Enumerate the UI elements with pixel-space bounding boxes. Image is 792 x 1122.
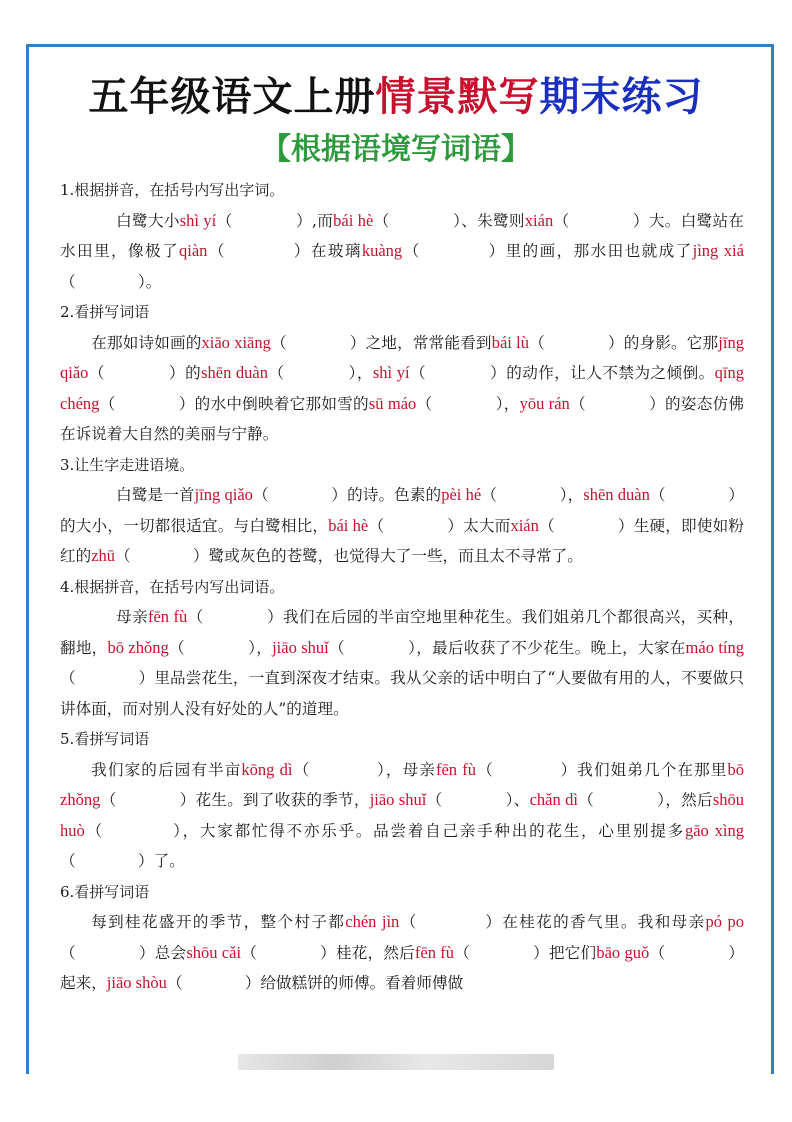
section-3-heading: 3.让生字走进语境。 <box>60 455 195 474</box>
pinyin-prompt: shēn duàn <box>201 363 268 382</box>
pinyin-prompt: shì yí <box>179 210 217 230</box>
pinyin-prompt: jiāo shuǐ <box>272 637 329 657</box>
answer-blank[interactable]: （ ）给做糕饼的师傅。看着师傅做 <box>166 974 464 992</box>
answer-blank[interactable]: （ ）的 <box>88 364 202 382</box>
answer-blank[interactable]: （ ）。 <box>60 272 162 291</box>
pinyin-prompt: kōng dì <box>241 759 293 779</box>
pinyin-prompt: shōu huò <box>60 790 744 840</box>
section-4-heading: 4.根据拼音，在括号内写出词语。 <box>60 577 285 596</box>
answer-blank[interactable]: （ ）总会 <box>60 943 187 962</box>
text: 在那如诗如画的 <box>91 333 202 352</box>
answer-blank[interactable]: （ ）在桂花的香气里。我和母亲 <box>399 913 706 931</box>
pinyin-prompt: chén jìn <box>345 912 400 931</box>
pinyin-prompt: jīng qiǎo <box>60 332 744 382</box>
answer-blank[interactable]: （ ）起来， <box>60 943 744 992</box>
answer-blank[interactable]: （ ）生硬，即使如粉红的 <box>60 516 744 565</box>
answer-blank[interactable]: （ ）的姿态仿佛在诉说着大自然的美丽与宁静。 <box>60 394 744 443</box>
answer-blank[interactable]: （ ）的身影。它那 <box>529 333 719 352</box>
pinyin-prompt: zhū <box>91 546 116 565</box>
answer-blank[interactable]: （ ）， <box>168 638 273 657</box>
pinyin-prompt: bō zhǒng <box>107 637 169 657</box>
answer-blank[interactable]: （ ），母亲 <box>292 760 436 779</box>
text: 母亲 <box>116 608 148 626</box>
pinyin-prompt: xián <box>524 210 554 230</box>
pinyin-prompt: chǎn dì <box>529 790 578 809</box>
pinyin-prompt: máo tíng <box>685 637 744 657</box>
pinyin-prompt: xiāo xiāng <box>201 332 271 352</box>
answer-blank[interactable]: （ ），然后 <box>577 791 713 809</box>
pinyin-prompt: jīng qiǎo <box>194 485 253 504</box>
title-part-practice: 期末练习 <box>539 74 704 120</box>
section-3-text <box>60 480 744 572</box>
section-2-heading: 2.看拼写词语 <box>60 303 150 321</box>
pinyin-prompt: bái lù <box>491 332 529 352</box>
answer-blank[interactable]: （ ）之地，常常能看到 <box>270 333 492 352</box>
answer-blank[interactable]: （ ）， <box>481 486 584 504</box>
pinyin-prompt: yōu rán <box>519 393 570 413</box>
answer-blank[interactable]: （ ）里的画，那水田也就成了 <box>402 242 693 260</box>
pinyin-prompt: xián <box>510 515 539 535</box>
pinyin-prompt: sū máo <box>368 393 417 413</box>
section-6-heading: 6.看拼写词语 <box>60 882 150 901</box>
pinyin-prompt: pèi hé <box>441 485 482 504</box>
page-title <box>0 70 792 124</box>
answer-blank[interactable]: （ ）的大小，一切都很适宜。与白鹭相比， <box>60 486 744 535</box>
pinyin-prompt: shōu cǎi <box>186 942 242 962</box>
answer-blank[interactable]: （ ）太大而 <box>368 516 511 535</box>
answer-blank[interactable]: （ ）鹭或灰色的苍鹭，也觉得大了一些，而且太不寻常了。 <box>115 547 583 565</box>
section-1-text <box>60 206 744 298</box>
answer-blank[interactable]: （ ）， <box>268 364 373 382</box>
title-part-topic: 情景默写 <box>375 74 540 120</box>
pinyin-prompt: qiàn <box>179 241 208 260</box>
answer-blank[interactable]: （ ）了。 <box>60 852 185 870</box>
answer-blank[interactable]: （ ）我们姐弟几个在那里 <box>476 760 728 779</box>
answer-blank[interactable]: （ ）大。白鹭站在水田里，像极了 <box>60 211 744 260</box>
pinyin-prompt: pó po <box>705 912 744 931</box>
answer-blank[interactable]: （ ）的水中倒映着它那如雪的 <box>99 394 369 413</box>
page-footer-bar <box>238 1054 554 1070</box>
answer-blank[interactable]: （ ），大家都忙得不亦乐乎。品尝着自己亲手种出的花生，心里别提多 <box>84 821 685 840</box>
answer-blank[interactable]: （ ）在玻璃 <box>207 242 362 260</box>
pinyin-prompt: bō zhǒng <box>60 759 744 809</box>
text: 每到桂花盛开的季节，整个村子都 <box>91 913 346 931</box>
pinyin-prompt: bāo guǒ <box>596 942 650 962</box>
answer-blank[interactable]: （ ）桂花，然后 <box>241 943 415 962</box>
pinyin-prompt: fēn fù <box>147 607 188 626</box>
section-6-text <box>60 907 744 999</box>
answer-blank[interactable]: （ ），最后收获了不少花生。晚上，大家在 <box>328 638 686 657</box>
section-2-text <box>60 328 744 450</box>
section-5-heading: 5.看拼写词语 <box>60 730 150 748</box>
answer-blank[interactable]: （ ）、朱鹭则 <box>373 211 525 230</box>
section-5-text <box>60 755 744 877</box>
answer-blank[interactable]: （ ）,而 <box>216 211 334 230</box>
pinyin-prompt: bái hè <box>328 515 369 535</box>
answer-blank[interactable]: （ ）、 <box>426 791 530 809</box>
pinyin-prompt: gāo xìng <box>684 820 744 840</box>
pinyin-prompt: jìng xiá <box>692 241 744 260</box>
answer-blank[interactable]: （ ）花生。到了收获的季节， <box>100 791 370 809</box>
title-part-grade: 五年级语文上册 <box>88 74 376 120</box>
section-1-heading: 1.根据拼音，在括号内写出字词。 <box>60 181 285 199</box>
pinyin-prompt: shēn duàn <box>583 485 650 504</box>
pinyin-prompt: jiāo shòu <box>106 973 167 992</box>
pinyin-prompt: bái hè <box>333 210 374 230</box>
pinyin-prompt: jiāo shuǐ <box>369 790 427 809</box>
answer-blank[interactable]: （ ）的诗。色素的 <box>252 486 442 504</box>
pinyin-prompt: shì yí <box>372 363 410 382</box>
pinyin-prompt: kuàng <box>361 241 403 260</box>
text: 我们家的后园有半亩 <box>91 760 242 779</box>
answer-blank[interactable]: （ ）的动作，让人不禁为之倾倒。 <box>409 364 715 382</box>
page-subtitle: 【根据语境写词语】 <box>261 132 531 167</box>
pinyin-prompt: fēn fù <box>435 759 477 779</box>
section-4-text <box>60 602 744 724</box>
answer-blank[interactable]: （ ）把它们 <box>454 943 597 962</box>
pinyin-prompt: fēn fù <box>414 942 455 962</box>
text: 白鹭是一首 <box>116 486 195 504</box>
answer-blank[interactable]: （ ）， <box>416 394 520 413</box>
text: 白鹭大小 <box>116 211 180 230</box>
answer-blank[interactable]: （ ）我们在后园的半亩空地里种花生。我们姐弟几个都很高兴，买种，翻地， <box>60 608 744 657</box>
pinyin-prompt: qīng chéng <box>60 363 744 413</box>
answer-blank[interactable]: （ ）里品尝花生，一直到深夜才结束。我从父亲的话中明白了“人要做有用的人，不要做只讲体面，而对别人没有好处的人”的道理。 <box>60 669 744 718</box>
exercise-content <box>60 175 744 999</box>
